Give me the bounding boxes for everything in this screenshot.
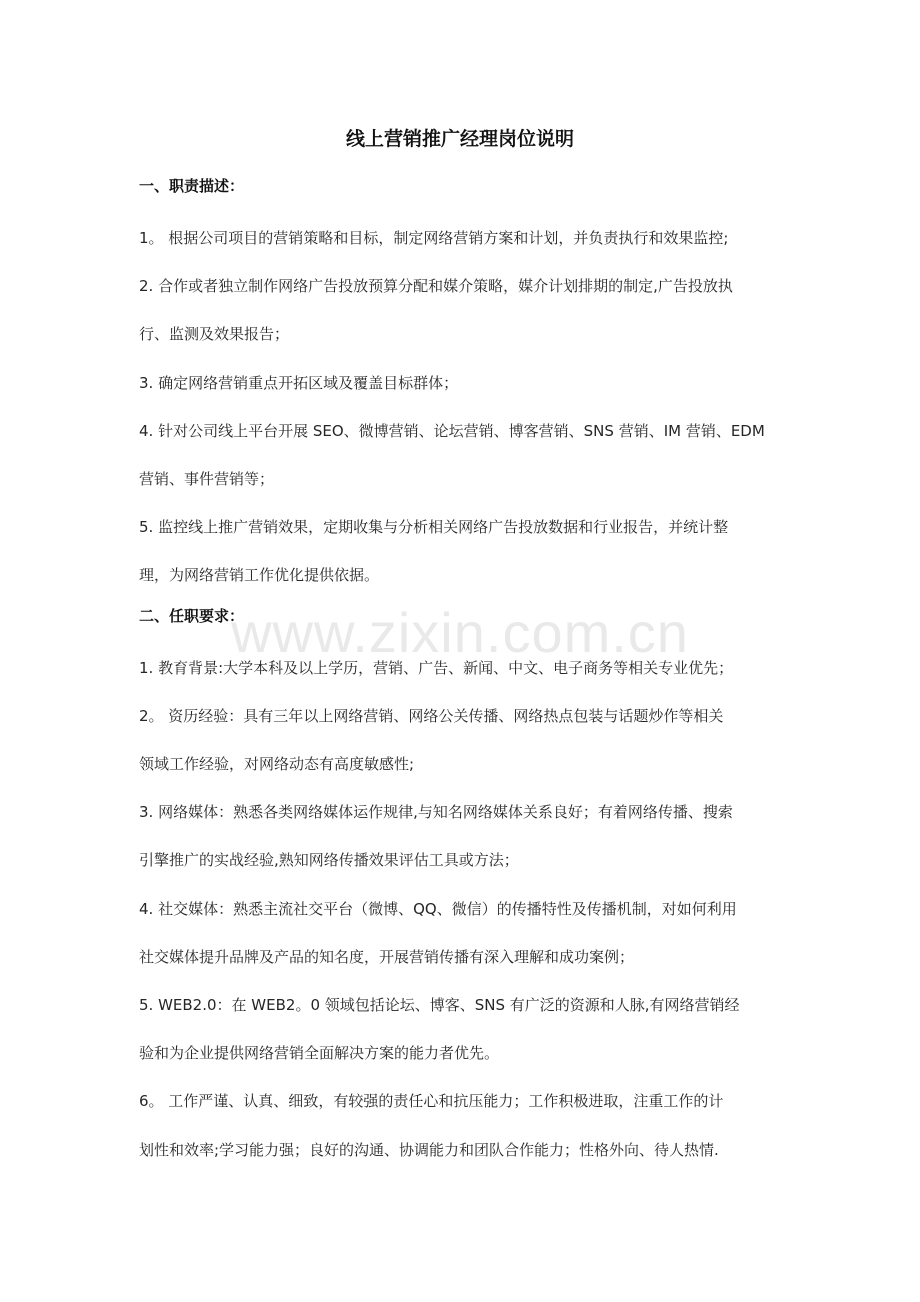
watermark: www.zixin.com.cn (231, 601, 689, 664)
text-line: 验和为企业提供网络营销全面解决方案的能力者优先。 (139, 1044, 500, 1063)
requirement-item-6 (139, 1077, 799, 1173)
text-line: 社交媒体提升品牌及产品的知名度，开展营销传播有深入理解和成功案例； (139, 947, 635, 966)
document-body (139, 170, 799, 1174)
section-heading-duties: 一、职责描述： (139, 177, 245, 195)
text-line: 3. 确定网络营销重点开拓区域及覆盖目标群体； (139, 373, 459, 392)
text-line: 引擎推广的实战经验,熟知网络传播效果评估工具或方法； (139, 851, 519, 870)
duties-list (139, 214, 799, 600)
requirement-item-4 (139, 885, 799, 981)
text-line: 领域工作经验，对网络动态有高度敏感性; (139, 755, 415, 774)
requirement-item-1 (139, 644, 799, 692)
duty-item-4 (139, 407, 799, 503)
text-line: 2。 资历经验：具有三年以上网络营销、网络公关传播、网络热点包装与话题炒作等相关 (139, 706, 724, 725)
duty-item-3 (139, 359, 799, 407)
text-line: 1。 根据公司项目的营销策略和目标，制定网络营销方案和计划，并负责执行和效果监控; (139, 229, 729, 247)
duty-item-1 (139, 214, 799, 262)
text-line: 4. 社交媒体：熟悉主流社交平台（微博、QQ、微信）的传播特性及传播机制，对如何利用 (139, 899, 737, 918)
text-line: 营销、事件营销等； (139, 470, 275, 489)
section-heading-requirements: 二、任职要求： (139, 606, 245, 625)
text-line: 2. 合作或者独立制作网络广告投放预算分配和媒介策略，媒介计划排期的制定,广告投放执 (139, 277, 733, 296)
requirement-item-5 (139, 981, 799, 1077)
text-line: 6。 工作严谨、认真、细致，有较强的责任心和抗压能力；工作积极进取，注重工作的计 (139, 1092, 724, 1111)
text-line: 行、监测及效果报告； (139, 325, 290, 344)
requirement-item-3 (139, 788, 799, 884)
text-line: 理，为网络营销工作优化提供依据。 (139, 566, 380, 585)
document-title: 线上营销推广经理岗位说明 (345, 128, 574, 150)
text-line: 5. WEB2.0：在 WEB2。0 领域包括论坛、博客、SNS 有广泛的资源和人脉,有网络营销经 (139, 996, 740, 1015)
duty-item-2 (139, 262, 799, 358)
requirements-list (139, 644, 799, 1174)
requirement-item-2 (139, 692, 799, 788)
text-line: 4. 针对公司线上平台开展 SEO、微博营销、论坛营销、博客营销、SNS 营销、IM 营销、EDM (139, 421, 765, 440)
text-line: 3. 网络媒体：熟悉各类网络媒体运作规律,与知名网络媒体关系良好；有着网络传播、搜索 (139, 803, 733, 822)
text-line: 5. 监控线上推广营销效果，定期收集与分析相关网络广告投放数据和行业报告，并统计整 (139, 518, 729, 537)
text-line: 1. 教育背景:大学本科及以上学历，营销、广告、新闻、中文、电子商务等相关专业优先； (139, 658, 734, 677)
duty-item-5 (139, 503, 799, 599)
text-line: 划性和效率;学习能力强；良好的沟通、协调能力和团队合作能力；性格外向、待人热情. (139, 1140, 719, 1159)
